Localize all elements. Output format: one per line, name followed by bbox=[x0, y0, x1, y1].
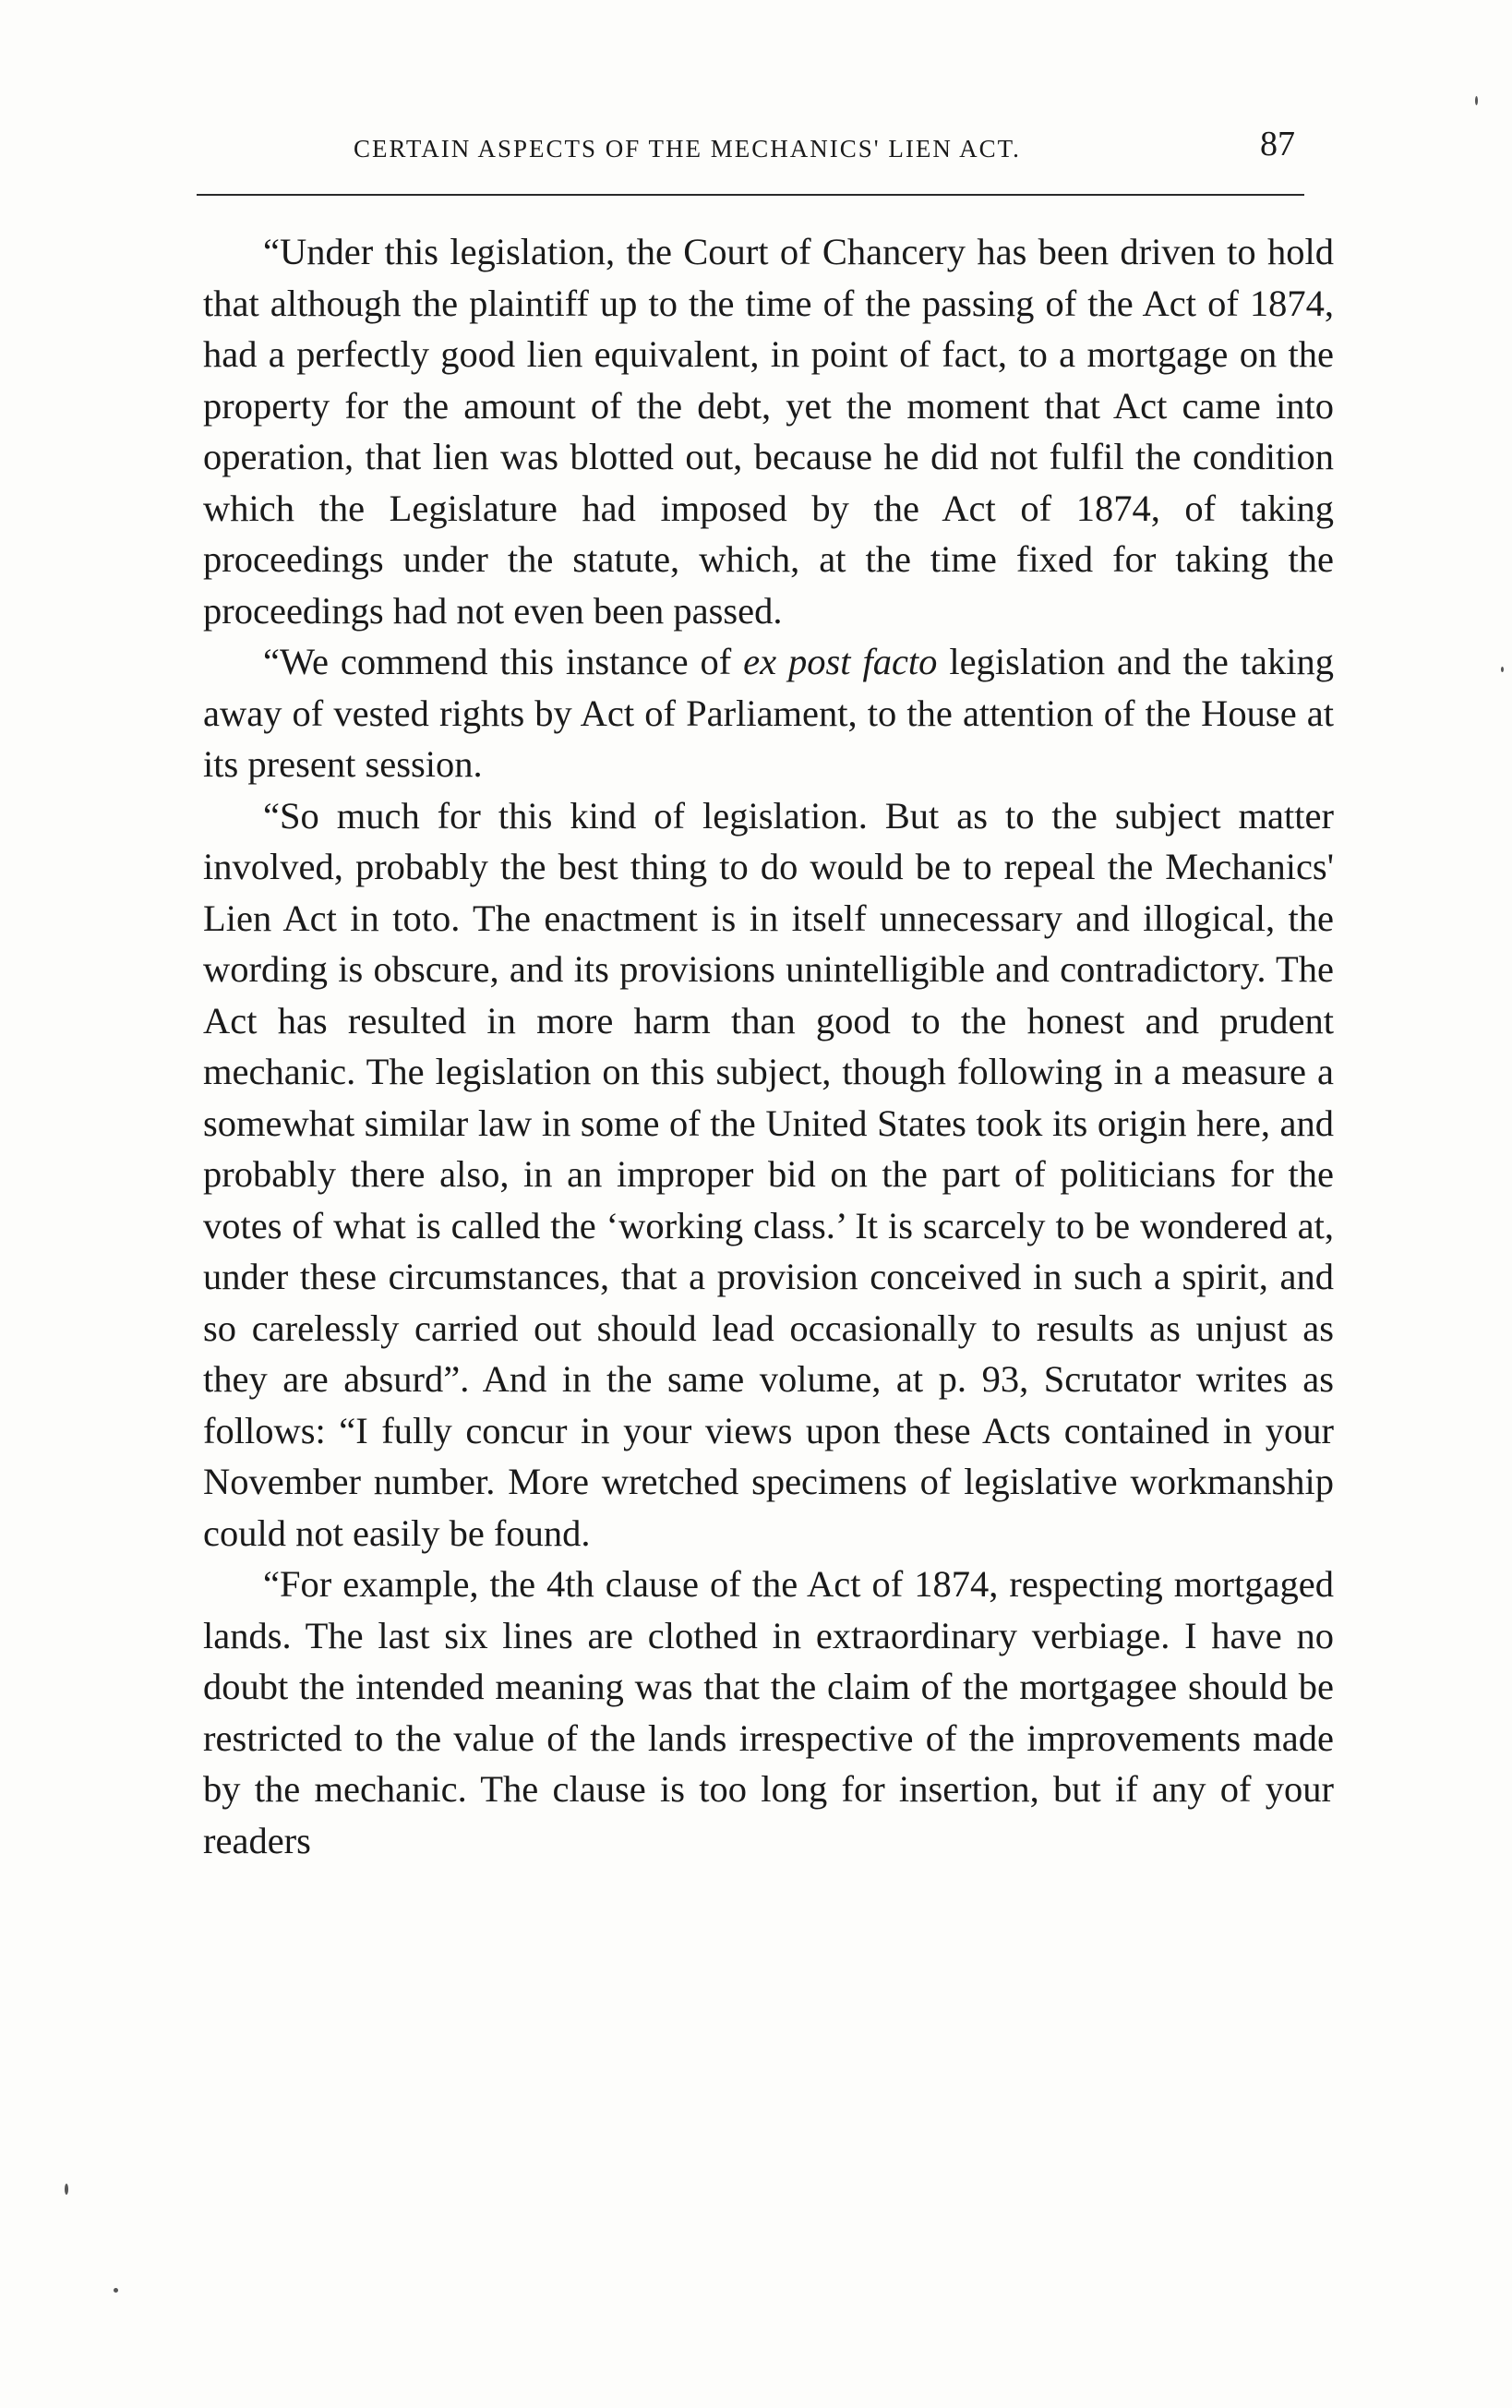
paragraph-2 bbox=[203, 636, 1334, 790]
running-head bbox=[197, 120, 1304, 175]
header-rule bbox=[197, 194, 1304, 196]
scan-speck bbox=[65, 2184, 68, 2195]
running-title: CERTAIN ASPECTS OF THE MECHANICS' LIEN ACT. bbox=[354, 135, 1021, 163]
page-number: 87 bbox=[1260, 125, 1295, 163]
paragraph-2-before: “We commend this instance of bbox=[263, 641, 744, 682]
paragraph-2-italic: ex post facto bbox=[743, 641, 938, 682]
paragraph-2-after: legislation and the taking away of vested rights by Act of Parliament, to the attention of the House at its present session. bbox=[203, 641, 1334, 785]
body-text bbox=[203, 226, 1334, 1866]
scan-speck bbox=[1475, 96, 1478, 105]
paragraph-3: “So much for this kind of legislation. But as to the subject matter involved, probably the best thing to do would be to repeal the Mechanics' Lien Act in toto. The enactment is in itself unnecessary and illogical, the wording is obscure, and its provisions unintelligible and contradictory. The Act has resulted in more harm than good to the honest and prudent mechanic. The legislation on this subject, though following in a measure a somewhat similar law in some of the United States took its origin here, and probably there also, in an improper bid on the part of politicians for the votes of what is called the ‘working class.’ It is scarcely to be wondered at, under these circumstances, that a provision conceived in such a spirit, and so carelessly carried out should lead occasionally to results as unjust as they are absurd”. And in the same volume, at p. 93, Scrutator writes as follows: “I fully concur in your views upon these Acts contained in your November number. More wretched specimens of legislative workmanship could not easily be found. bbox=[203, 794, 1334, 1554]
scan-speck bbox=[114, 2288, 118, 2293]
paragraph-4: “For example, the 4th clause of the Act of 1874, respecting mortgaged lands. The last six lines are clothed in extraordinary verbiage. I have no doubt the intended meaning was that the claim of the mortgagee should be restricted to the value of the lands irrespective of the improvements made by the mechanic. The clause is too long for insertion, but if any of your readers bbox=[203, 1563, 1334, 1861]
scan-speck bbox=[1501, 667, 1504, 672]
paragraph-1: “Under this legislation, the Court of Chancery has been driven to hold that although the plaintiff up to the time of the passing of the Act of 1874, had a perfectly good lien equivalent, in point of fact, to a mortgage on the property for the amount of the debt, yet the moment that Act came into operation, that lien was blotted out, because he did not fulfil the condition which the Legislature had imposed by the Act of 1874, of taking proceedings under the statute, which, at the time fixed for taking the proceedings had not even been passed. bbox=[203, 231, 1334, 632]
